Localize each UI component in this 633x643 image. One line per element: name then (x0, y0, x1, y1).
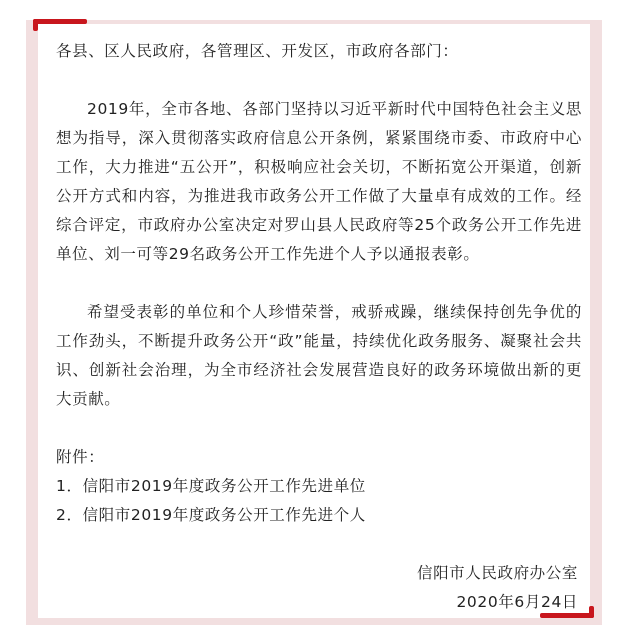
top-left-corner-mark (33, 19, 87, 24)
bottom-right-corner-mark-vertical (589, 606, 594, 618)
spacer (56, 269, 582, 298)
notice-body (56, 37, 582, 617)
paragraph-commendation: 2019年，全市各地、各部门坚持以习近平新时代中国特色社会主义思想为指导，深入贯彻落实政府信息公开条例，紧紧围绕市委、市政府中心工作，大力推进“五公开”，积极响应社会关切，不断拓宽公开渠道，创新公开方式和内容，为推进我市政务公开工作做了大量卓有成效的工作。经综合评定，市政府办公室决定对罗山县人民政府等25个政务公开工作先进单位、刘一可等29名政务公开工作先进个人予以通报表彰。 (56, 100, 582, 263)
spacer (56, 414, 582, 443)
salutation: 各县、区人民政府，各管理区、开发区，市政府各部门： (56, 42, 459, 60)
issue-date: 2020年6月24日 (456, 593, 578, 611)
attachments-label: 附件： (56, 448, 105, 466)
attachment-item: 1．信阳市2019年度政务公开工作先进单位 (56, 477, 366, 495)
attachment-item: 2．信阳市2019年度政务公开工作先进个人 (56, 506, 366, 524)
paragraph-expectation: 希望受表彰的单位和个人珍惜荣誉，戒骄戒躁，继续保持创先争优的工作劲头，不断提升政务公开“政”能量，持续优化政务服务、凝聚社会共识、创新社会治理，为全市经济社会发展营造良好的政务环境做出新的更大贡献。 (56, 303, 582, 408)
spacer (56, 530, 582, 559)
spacer (56, 66, 582, 95)
top-left-corner-mark-vertical (33, 19, 38, 31)
issuer: 信阳市人民政府办公室 (416, 564, 578, 582)
